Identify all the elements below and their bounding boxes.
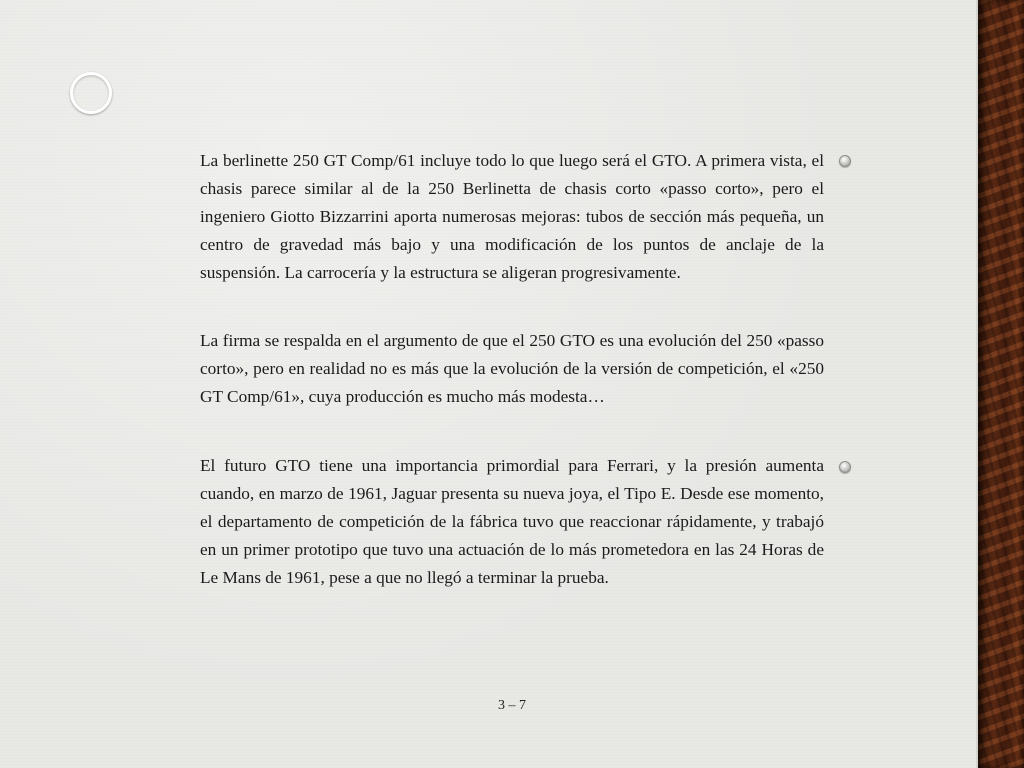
paragraph-2: La firma se respalda en el argumento de que el 250 GTO es una evolución del 250 «passo corto», pero en realidad no es más que la evolución de la versión de competición, el «250 GT Comp/61», cuya producción es mucho más modesta… xyxy=(200,331,824,406)
paragraph-1: La berlinette 250 GT Comp/61 incluye todo lo que luego será el GTO. A primera vista, el chasis parece similar al de la 250 Berlinetta de chasis corto «passo corto», pero el ingeniero Giotto Bizzarrini aporta numerosas mejoras: tubos de sección más pequeña, un centro de gravedad más bajo y una modificación de los puntos de anclaje de la suspensión. La carrocería y la estructura se aligeran progresivamente. xyxy=(200,151,824,282)
page-number: 3 – 7 xyxy=(498,698,526,713)
book-spine xyxy=(978,0,1024,768)
paragraph-3: El futuro GTO tiene una importancia primordial para Ferrari, y la presión aumenta cuando, en marzo de 1961, Jaguar presenta su nueva joya, el Tipo E. Desde ese momento, el departamento de competición de la fábrica tuvo que reaccionar rápidamente, y trabajó en un primer prototipo que tuvo una actuación de lo más prometedora en las 24 Horas de Le Mans de 1961, pese a que no llegó a terminar la prueba. xyxy=(200,456,824,587)
bullet-marker-icon[interactable] xyxy=(839,155,851,167)
home-circle-icon[interactable] xyxy=(70,72,112,114)
bullet-marker-icon[interactable] xyxy=(839,461,851,473)
